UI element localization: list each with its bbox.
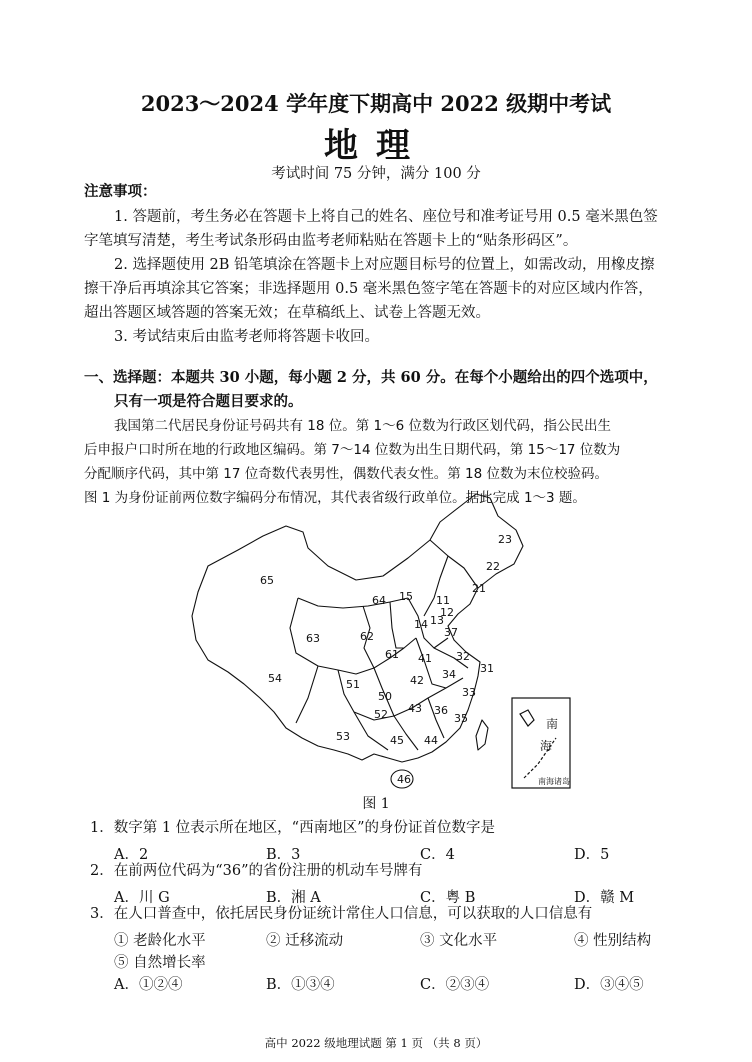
q2-option-c: C．粤 B	[420, 890, 476, 906]
code-label: 36	[434, 704, 448, 717]
q3-item-2: ② 迁移流动	[266, 933, 344, 949]
china-province-code-map	[178, 488, 578, 793]
code-label: 15	[399, 590, 413, 603]
code-label: 42	[410, 674, 424, 687]
code-label: 50	[378, 690, 392, 703]
code-label: 45	[390, 734, 404, 747]
code-label: 46	[397, 773, 411, 786]
inset-label-nan: 南	[546, 717, 559, 731]
inset-label-hai: 海	[540, 739, 553, 753]
note-3-line-1: 3. 考试结束后由监考老师将答题卡收回。	[114, 329, 379, 345]
taiwan-outline	[476, 720, 488, 750]
q3-option-a: A．①②④	[114, 977, 183, 993]
figure-caption: 图 1	[362, 796, 390, 812]
code-label: 37	[444, 626, 458, 639]
question-1-stem: 1．数字第 1 位表示所在地区，“西南地区”的身份证首位数字是	[90, 820, 495, 836]
notes-heading: 注意事项：	[84, 183, 157, 200]
section-heading-line-1: 一、选择题：本题共 30 小题，每小题 2 分，共 60 分。在每个小题给出的四个选项中，	[84, 369, 658, 386]
code-label: 13	[430, 614, 444, 627]
code-label: 44	[424, 734, 438, 747]
passage-line-3: 分配顺序代码，其中第 17 位奇数代表男性，偶数代表女性。第 18 位数为末位校验码。	[84, 466, 609, 482]
code-label: 33	[462, 686, 476, 699]
page-footer: 高中 2022 级地理试题 第 1 页 （共 8 页）	[264, 1036, 488, 1050]
code-label: 53	[336, 730, 350, 743]
code-label: 11	[436, 594, 450, 607]
code-label: 54	[268, 672, 282, 685]
code-label: 35	[454, 712, 468, 725]
code-label: 21	[472, 582, 486, 595]
code-label: 34	[442, 668, 456, 681]
q2-option-b: B．湘 A	[266, 890, 321, 906]
passage-line-4: 图 1 为身份证前两位数字编码分布情况，其代表省级行政单位。据此完成 1～3 题。	[84, 490, 586, 506]
passage-line-1: 我国第二代居民身份证号码共有 18 位。第 1～6 位数为行政区划代码，指公民出生	[114, 418, 612, 434]
code-label: 12	[440, 606, 454, 619]
code-label: 62	[360, 630, 374, 643]
china-outline	[192, 494, 523, 762]
q1-option-b: B．3	[266, 847, 301, 863]
question-3-stem: 3．在人口普查中，依托居民身份证统计常住人口信息，可以获取的人口信息有	[90, 906, 593, 922]
q3-item-1: ① 老龄化水平	[114, 933, 206, 949]
code-label: 14	[414, 618, 428, 631]
q3-option-b: B．①③④	[266, 977, 335, 993]
inset-note: 南海诸岛	[538, 777, 570, 786]
passage-line-2: 后申报户口时所在地的行政地区编码。第 7～14 位数为出生日期代码，第 15～17 位数为	[84, 442, 621, 458]
code-label: 41	[418, 652, 432, 665]
q3-item-5: ⑤ 自然增长率	[114, 955, 206, 971]
code-label: 63	[306, 632, 320, 645]
note-1-line-2: 字笔填写清楚，考生考试条形码由监考老师粘贴在答题卡上的“贴条形码区”。	[84, 233, 578, 249]
code-label: 65	[260, 574, 274, 587]
code-label: 22	[486, 560, 500, 573]
note-1-line-1: 1. 答题前，考生务必在答题卡上将自己的姓名、座位号和准考证号用 0.5 毫米黑色签	[114, 209, 658, 225]
code-label: 32	[456, 650, 470, 663]
note-2-line-2: 擦干净后再填涂其它答案；非选择题用 0.5 毫米黑色签字笔在答题卡的对应区域内作答，	[84, 281, 653, 297]
q3-option-c: C．②③④	[420, 977, 490, 993]
q2-option-a: A．川 G	[114, 890, 170, 906]
q2-option-d: D．赣 M	[574, 890, 635, 906]
q1-option-a: A．2	[114, 847, 149, 863]
code-label: 64	[372, 594, 386, 607]
q3-item-3: ③ 文化水平	[420, 933, 498, 949]
q1-option-c: C．4	[420, 847, 455, 863]
subject-title: 地理	[324, 126, 428, 166]
code-label: 52	[374, 708, 388, 721]
code-label: 51	[346, 678, 360, 691]
code-label: 61	[385, 648, 399, 661]
code-label: 31	[480, 662, 494, 675]
note-2-line-3: 超出答题区域答题的答案无效；在草稿纸上、试卷上答题无效。	[84, 305, 490, 321]
time-info: 考试时间 75 分钟，满分 100 分	[271, 166, 481, 182]
q3-item-4: ④ 性别结构	[574, 933, 652, 949]
exam-title: 2023～2024 学年度下期高中 2022 级期中考试	[140, 91, 612, 116]
q1-option-d: D．5	[574, 847, 610, 863]
note-2-line-1: 2. 选择题使用 2B 铅笔填涂在答题卡上对应题目标号的位置上，如需改动，用橡皮擦	[114, 257, 655, 273]
q3-option-d: D．③④⑤	[574, 977, 644, 993]
code-label: 43	[408, 702, 422, 715]
code-label: 23	[498, 533, 512, 546]
section-heading-line-2: 只有一项是符合题目要求的。	[114, 393, 303, 410]
question-2-stem: 2．在前两位代码为“36”的省份注册的机动车号牌有	[90, 863, 423, 879]
